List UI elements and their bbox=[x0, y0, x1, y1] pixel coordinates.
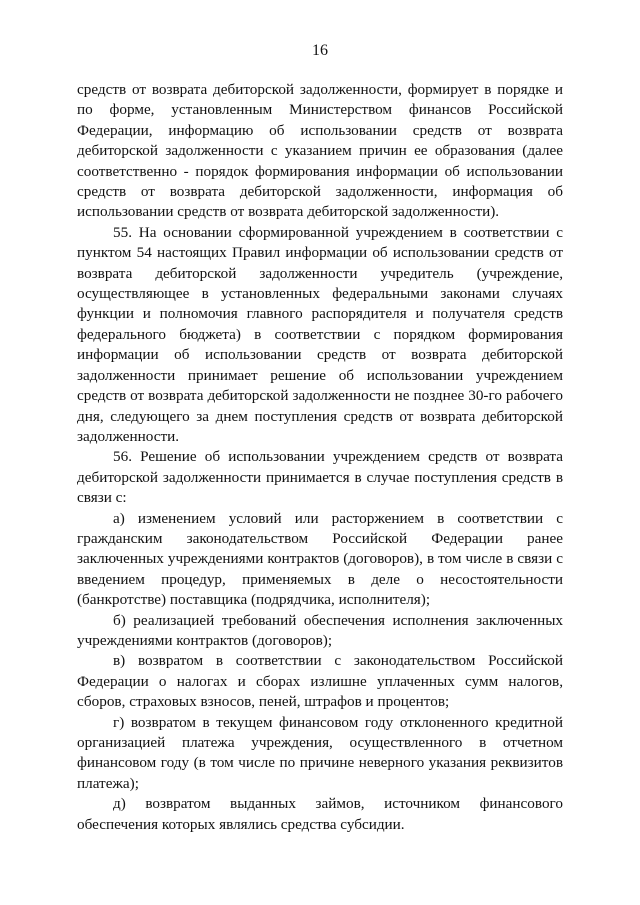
list-item-d: д) возвратом выданных займов, источником финансового обеспечения которых являлись средства субсидии. bbox=[77, 795, 563, 833]
list-item-v: в) возвратом в соответствии с законодательством Российской Федерации о налогах и сборах излишне уплаченных сумм налогов, сборов, страховых взносов, пеней, штрафов и процентов; bbox=[77, 652, 563, 711]
paragraph-clause-56: 56. Решение об использовании учреждением средств от возврата дебиторской задолженности принимается в случае поступления средств в связи с: bbox=[77, 448, 563, 507]
list-item-a: а) изменением условий или расторжением в соответствии с гражданским законодательством Российской Федерации ранее заключенных учреждениями контрактов (договоров), в том числе в связи с введением процедур, применяемых в деле о несостоятельности (банкротстве) поставщика (подрядчика, исполнителя); bbox=[77, 509, 563, 609]
list-item-g: г) возвратом в текущем финансовом году отклоненного кредитной организацией платежа учреждения, осуществленного в отчетном финансовом году (в том числе по причине неверного указания реквизитов платежа); bbox=[77, 713, 563, 792]
list-item-b: б) реализацией требований обеспечения исполнения заключенных учреждениями контрактов (договоров); bbox=[77, 611, 563, 649]
document-body bbox=[77, 80, 563, 835]
paragraph-clause-55: 55. На основании сформированной учреждением в соответствии с пунктом 54 настоящих Правил информации об использовании средств от возврата дебиторской задолженности учредитель (учреждение, осуществляющее в установленных федеральными законами случаях функции и полномочия главного распорядителя и получателя средств федерального бюджета) в соответствии с порядком формирования информации об использовании средств от возврата дебиторской задолженности принимает решение об использовании учреждением средств от возврата дебиторской задолженности не позднее 30-го рабочего дня, следующего за днем поступления средств от возврата дебиторской задолженности. bbox=[77, 223, 563, 445]
page-number: 16 bbox=[312, 42, 328, 59]
paragraph-continuation: средств от возврата дебиторской задолженности, формирует в порядке и по форме, установленным Министерством финансов Российской Федерации, информацию об использовании средств от возврата дебиторской задолженности с указанием причин ее образования (далее соответственно - порядок формирования информации об использовании средств от возврата дебиторской задолженности, информация об использовании средств от возврата дебиторской задолженности). bbox=[77, 81, 563, 221]
